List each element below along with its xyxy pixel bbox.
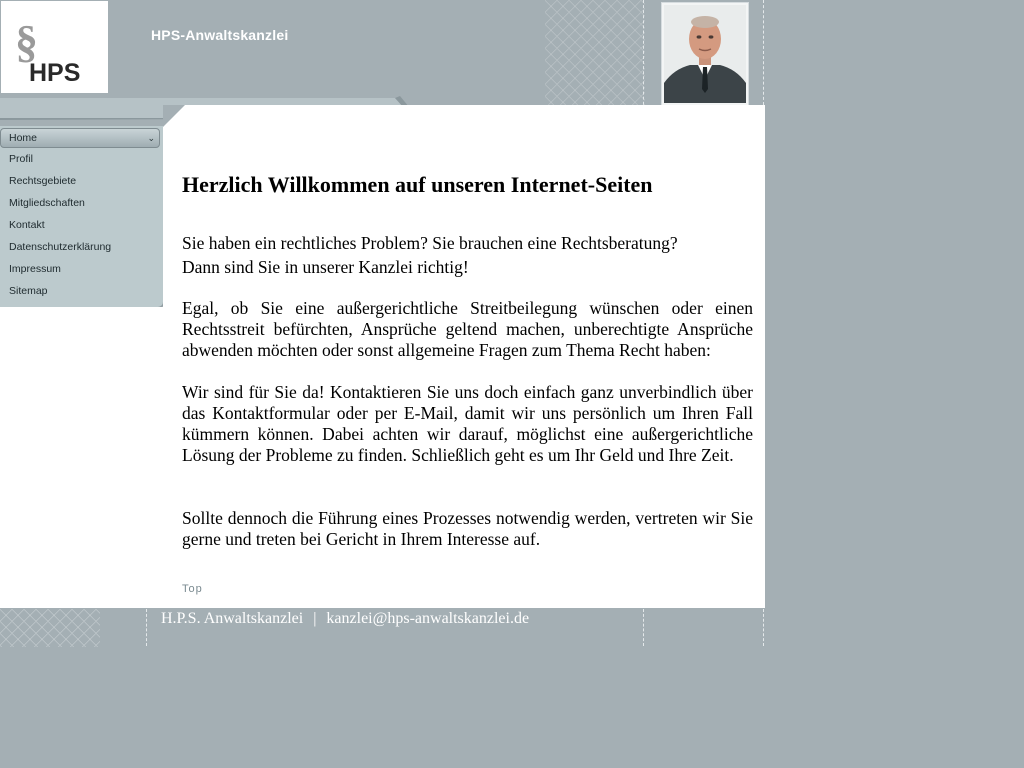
nav-item-rechtsgebiete[interactable] <box>0 170 163 192</box>
nav-item-mitgliedschaften[interactable] <box>0 192 163 214</box>
nav-item-home[interactable] <box>0 128 160 148</box>
paragraph-logo-icon <box>13 19 93 83</box>
footer-company: H.P.S. Anwaltskanzlei <box>161 610 304 627</box>
footer-info <box>161 610 529 628</box>
footer-grid-pattern <box>0 609 100 647</box>
site-title: HPS-Anwaltskanzlei <box>151 27 289 43</box>
sidebar-nav <box>0 126 164 308</box>
nav-item-kontakt[interactable] <box>0 214 163 236</box>
header-divider-right <box>763 0 764 105</box>
paragraph-court: Sollte dennoch die Führung eines Prozesses notwendig werden, vertreten wir Sie gerne und treten bei Gericht in Ihrem Interesse auf. <box>182 508 753 549</box>
footer-separator: | <box>313 610 317 627</box>
nav-item-datenschutz[interactable] <box>0 236 163 258</box>
chevron-down-icon: ⌄ <box>147 133 155 143</box>
logo[interactable] <box>1 1 108 93</box>
nav-item-label: Rechtsgebiete <box>9 175 77 187</box>
footer-email-link[interactable]: kanzlei@hps-anwaltskanzlei.de <box>326 610 530 627</box>
svg-text:§: § <box>15 19 38 67</box>
footer-divider-mid <box>643 609 644 646</box>
footer-divider-left <box>146 609 147 646</box>
portrait-image <box>664 5 746 103</box>
intro-line-2: Dann sind Sie in unserer Kanzlei richtig! <box>182 257 469 277</box>
intro-line-1: Sie haben ein rechtliches Problem? Sie brauchen eine Rechtsberatung? <box>182 233 678 253</box>
nav-item-label: Profil <box>9 153 33 165</box>
portrait-photo <box>661 2 749 106</box>
paragraph-contact: Wir sind für Sie da! Kontaktieren Sie uns doch einfach ganz unverbindlich über das Kontaktformular oder per E-Mail, damit wir uns persönlich um Ihren Fall kümmern können. Dabei achten wir darauf, möglichst eine außergerichtliche Lösung der Probleme zu finden. Schließlich geht es um Ihr Geld und Ihre Zeit. <box>182 382 753 465</box>
logo-text: HPS <box>29 59 81 83</box>
nav-item-label: Home <box>9 132 38 144</box>
nav-item-label: Datenschutzerklärung <box>9 241 112 253</box>
left-white-strip <box>0 307 163 608</box>
nav-item-label: Sitemap <box>9 285 48 297</box>
nav-item-label: Mitgliedschaften <box>9 197 85 209</box>
nav-item-sitemap[interactable] <box>0 280 163 302</box>
nav-item-impressum[interactable] <box>0 258 163 280</box>
paragraph-services: Egal, ob Sie eine außergerichtliche Streitbeilegung wünschen oder einen Rechtsstreit befürchten, Ansprüche geltend machen, unberechtigte Ansprüche abwenden möchten oder sonst allgemeine Fragen zum Thema Recht haben: <box>182 298 753 360</box>
page-title: Herzlich Willkommen auf unseren Internet-Seiten <box>182 172 653 197</box>
nav-item-label: Kontakt <box>9 219 45 231</box>
back-to-top-link[interactable]: Top <box>182 583 203 595</box>
nav-item-profil[interactable] <box>0 148 163 170</box>
nav-item-label: Impressum <box>9 263 61 275</box>
footer-divider-right <box>763 609 764 646</box>
